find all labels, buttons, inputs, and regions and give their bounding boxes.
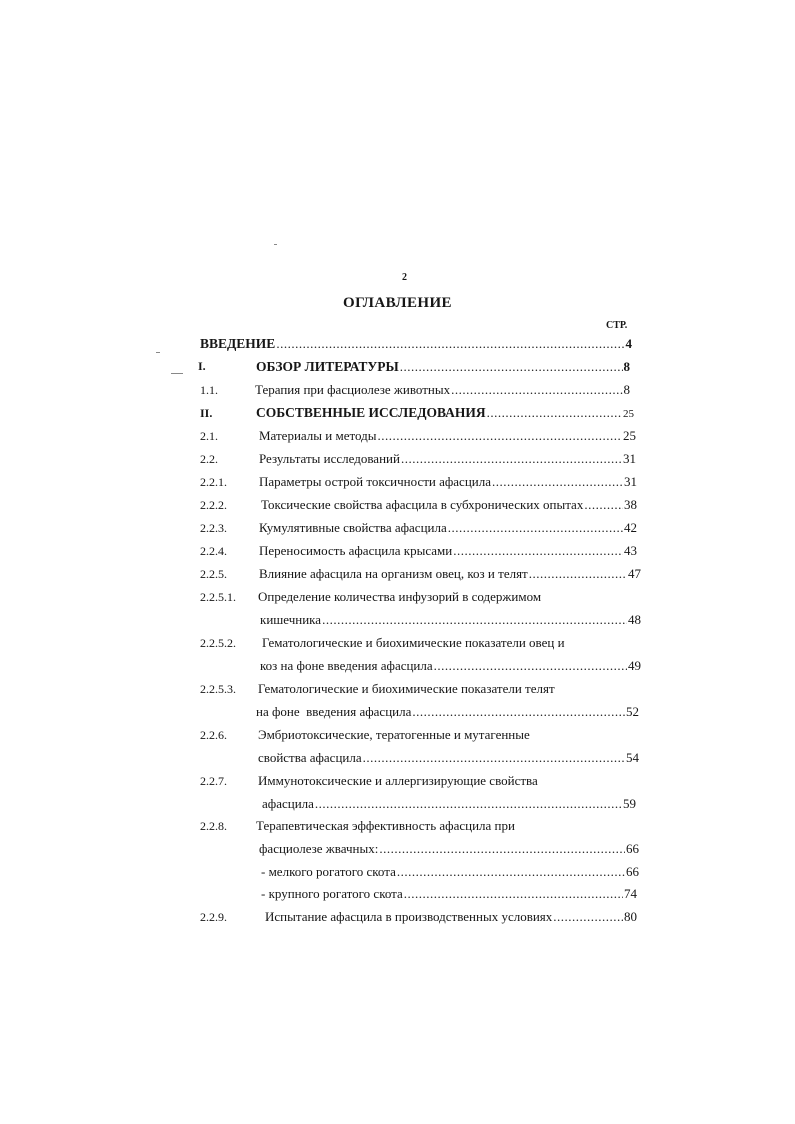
toc-entry-page: 80 [624,909,637,924]
toc-entry-page: 42 [624,520,637,535]
toc-leader-dots [487,405,622,421]
toc-leader-dots [315,796,622,812]
scan-mark [156,352,160,353]
toc-entry-page: 48 [628,612,641,627]
toc-leader-dots [397,864,625,880]
toc-entry-title: кишечника [260,612,322,627]
toc-entry-title: Иммунотоксические и аллергизирующие свойства [258,773,538,788]
toc-entry-title: Результаты исследований [259,451,400,466]
toc-leader-dots [412,704,625,720]
toc-leader-dots [276,336,624,352]
toc-entry-title: ВВЕДЕНИЕ [200,336,276,351]
toc-entry[interactable] [259,428,636,446]
toc-leader-dots [451,382,622,398]
toc-entry-page: 59 [623,796,636,811]
toc-entry-title: - мелкого рогатого скота [261,864,396,879]
toc-leader-dots [322,612,627,628]
toc-leader-dots [404,886,623,902]
toc-entry-own-research[interactable] [256,405,634,423]
toc-entry-page: 66 [626,841,639,856]
toc-entry[interactable] [259,543,637,561]
toc-entry-continuation[interactable] [259,841,639,859]
toc-entry-page: 31 [623,451,636,466]
toc-entry-page: 8 [623,359,630,374]
toc-entry-title: Гематологические и биохимические показатели телят [258,681,555,696]
toc-entry-title: ОБЗОР ЛИТЕРАТУРЫ [256,359,399,374]
toc-entry[interactable] [258,681,555,699]
toc-entry-title: Терапевтическая эффективность афасцила при [256,818,515,833]
toc-entry-introduction[interactable] [200,336,632,354]
toc-leader-dots [492,474,623,490]
toc-leader-dots [400,359,623,375]
toc-entry-title: на фоне введения афасцила [256,704,412,719]
toc-entry[interactable] [259,451,636,469]
toc-entry-page: 54 [626,750,639,765]
toc-entry-title: Токсические свойства афасцила в субхронических опытах [261,497,584,512]
toc-entry-title: Влияние афасцила на организм овец, коз и телят [259,566,528,581]
toc-entry[interactable] [258,589,541,607]
toc-entry-subitem[interactable] [261,886,637,904]
toc-entry-page: 49 [628,658,641,673]
scan-mark [274,244,277,245]
toc-leader-dots [584,497,623,513]
toc-entry[interactable] [259,566,641,584]
toc-entry[interactable] [265,909,637,927]
toc-entry-continuation[interactable] [260,612,641,630]
toc-entry-title: свойства афасцила [258,750,362,765]
toc-entry-page: 66 [626,864,639,879]
toc-entry-title: Кумулятивные свойства афасцила [259,520,447,535]
toc-entry-page: 52 [626,704,639,719]
toc-entry-subitem[interactable] [261,864,639,882]
toc-entry-page: 25 [623,408,634,420]
toc-entry-page: 31 [624,474,637,489]
scan-mark [171,373,183,374]
toc-leader-dots [363,750,625,766]
toc-entry-title: Испытание афасцила в производственных условиях [265,909,553,924]
toc-entry-title: Терапия при фасциолезе животных [255,382,451,397]
toc-entry[interactable] [262,635,565,653]
toc-entry[interactable] [256,818,515,836]
toc-entry-page: 38 [624,497,637,512]
toc-entry-title: Параметры острой токсичности афасцила [259,474,492,489]
toc-leader-dots [553,909,623,925]
toc-entry-continuation[interactable] [258,750,639,768]
toc-entry-title: Гематологические и биохимические показатели овец и [262,635,565,650]
toc-entry-continuation[interactable] [256,704,639,722]
toc-entry-continuation[interactable] [260,658,641,676]
toc-entry[interactable] [261,497,637,515]
toc-entry-title: СОБСТВЕННЫЕ ИССЛЕДОВАНИЯ [256,405,486,420]
toc-entry[interactable] [259,520,637,538]
toc-entry[interactable] [255,382,630,400]
toc-entry-page: 43 [624,543,637,558]
toc-entry-page: 8 [623,382,630,397]
toc-leader-dots [453,543,623,559]
toc-leader-dots [448,520,623,536]
toc-entry-title: Определение количества инфузорий в содержимом [258,589,542,604]
toc-entry-title: Переносимость афасцила крысами [259,543,453,558]
toc-leader-dots [379,841,625,857]
toc-entry-title: Эмбриотоксические, тератогенные и мутагенные [258,727,530,742]
toc-entry-literature-review[interactable] [256,359,630,377]
toc-entry-page: 4 [625,336,632,351]
toc-leader-dots [377,428,622,444]
toc-leader-dots [434,658,627,674]
toc-entry-title: - крупного рогатого скота [261,886,403,901]
toc-leader-dots [401,451,622,467]
toc-entry-title: афасцила [262,796,314,811]
toc-entry[interactable] [259,474,637,492]
toc-entry-page: 47 [628,566,641,581]
page-column-label: СТР. [606,320,628,331]
toc-entry-page: 25 [623,428,636,443]
toc-entry[interactable] [258,773,538,791]
page-title: ОГЛАВЛЕНИЕ [343,295,452,311]
toc-entry-title: коз на фоне введения афасцила [260,658,433,673]
toc-entry[interactable] [258,727,530,745]
toc-entry-continuation[interactable] [262,796,636,814]
page-number: 2 [402,272,407,283]
toc-entry-title: Материалы и методы [259,428,377,443]
toc-leader-dots [529,566,627,582]
toc-entry-title: фасциолезе жвачных: [259,841,379,856]
toc-entry-page: 74 [624,886,637,901]
